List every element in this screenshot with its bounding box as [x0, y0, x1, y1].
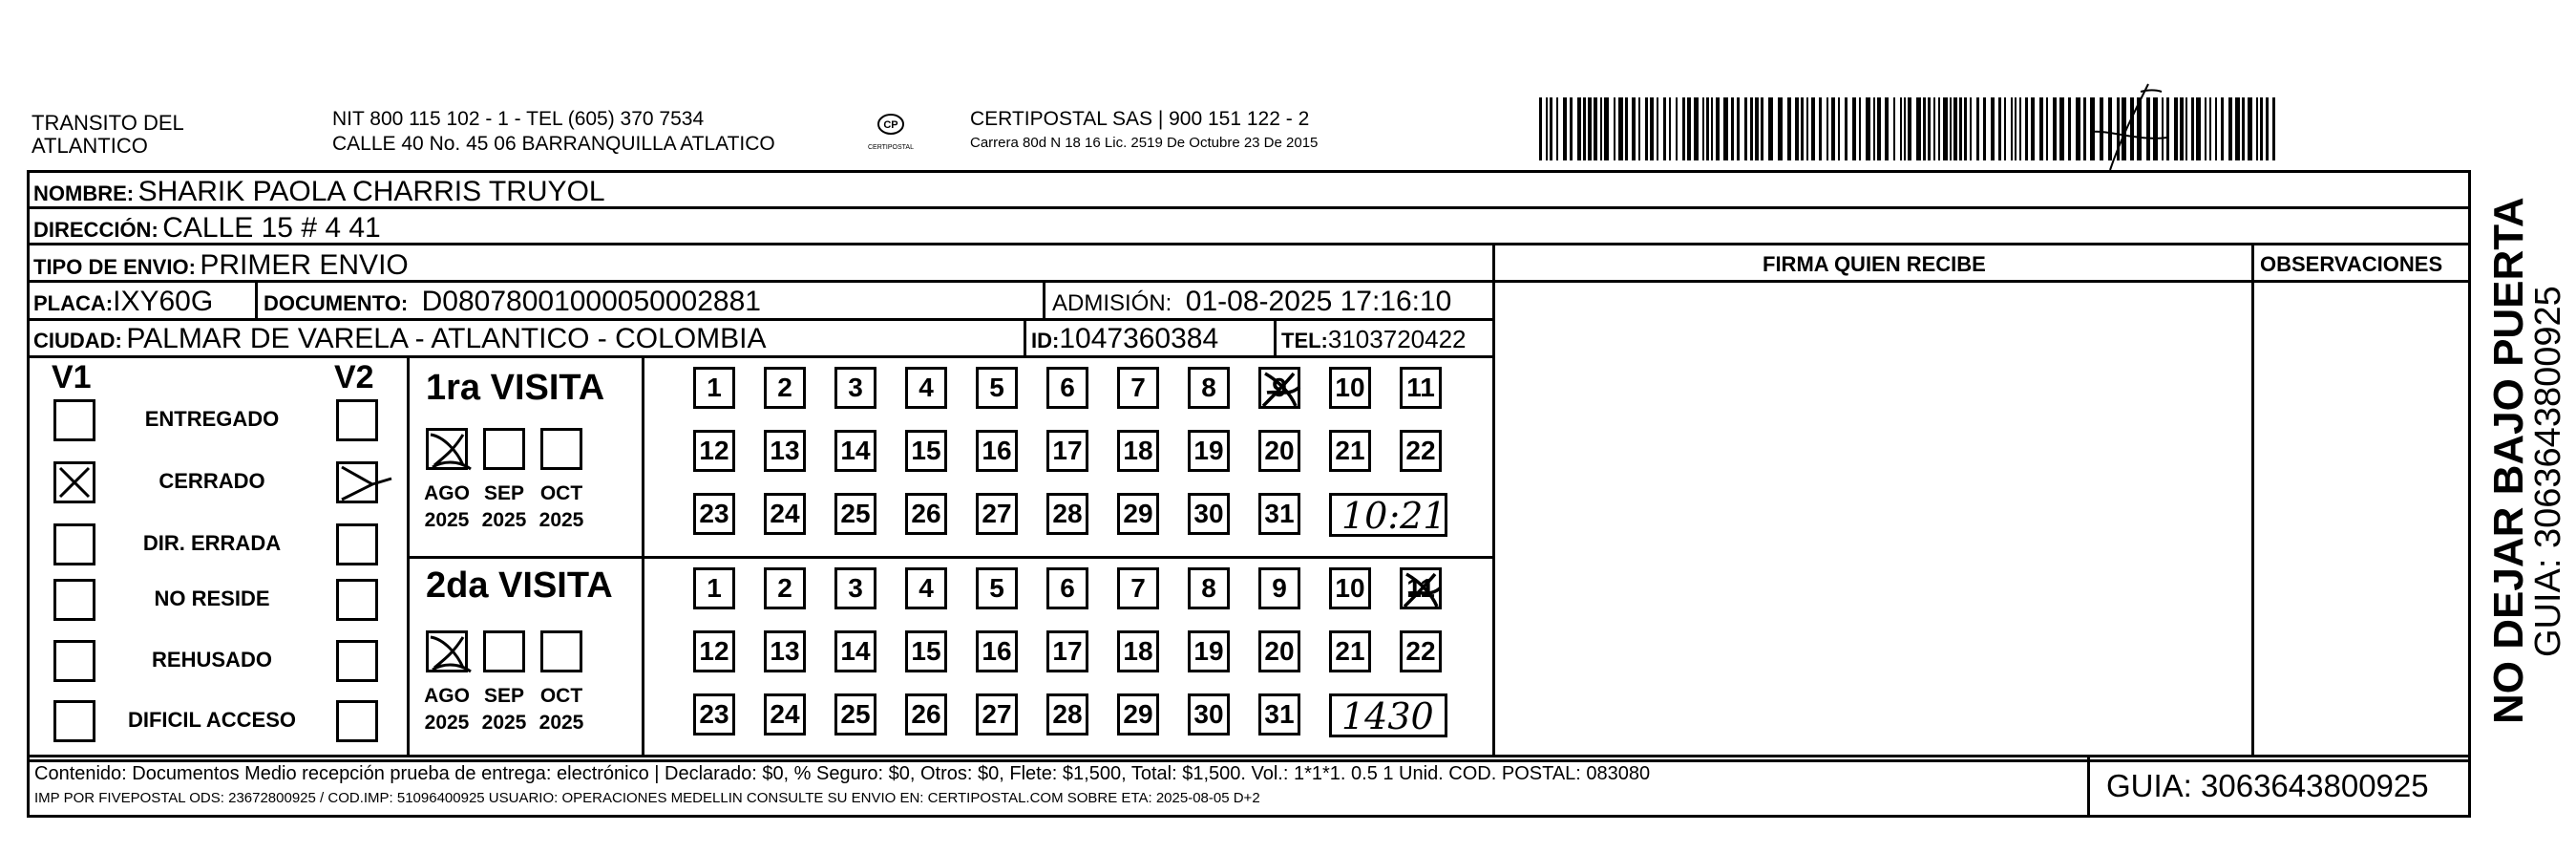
day-box[interactable] [693, 630, 735, 672]
day-box[interactable] [834, 430, 876, 472]
day-box[interactable] [905, 493, 947, 535]
day-number: 5 [989, 573, 1004, 603]
svg-text:CP: CP [883, 119, 898, 131]
day-box[interactable] [1258, 430, 1300, 472]
company-line: CERTIPOSTAL SAS | 900 151 122 - 2 [970, 108, 1310, 130]
day-box[interactable] [1329, 367, 1371, 409]
day-number: 13 [770, 636, 800, 666]
day-number: 6 [1060, 373, 1075, 402]
day-box[interactable] [834, 493, 876, 535]
day-number: 10 [1335, 373, 1365, 402]
tel-value: 3103720422 [1327, 325, 1467, 353]
day-number: 31 [1264, 499, 1295, 528]
day-number: 18 [1123, 436, 1153, 465]
day-box[interactable] [1046, 430, 1088, 472]
day-box[interactable] [976, 430, 1018, 472]
day-number: 18 [1123, 636, 1153, 666]
day-number: 22 [1405, 436, 1436, 465]
month-label: SEP [483, 482, 525, 504]
day-number: 16 [982, 636, 1012, 666]
v1-label: V1 [52, 359, 92, 395]
day-box[interactable] [1400, 567, 1442, 609]
day-number: 27 [982, 699, 1012, 729]
day-number: 26 [911, 499, 941, 528]
tipo-envio-label: TIPO DE ENVIO: [33, 255, 196, 279]
day-box[interactable] [1400, 430, 1442, 472]
year-label: 2025 [538, 509, 584, 531]
documento-value: D08078001000050002881 [421, 286, 761, 317]
ciudad-label: CIUDAD: [33, 329, 122, 352]
day-number: 22 [1405, 636, 1436, 666]
firma-header: FIRMA QUIEN RECIBE [1763, 252, 1986, 276]
day-number: 17 [1052, 636, 1083, 666]
address-line: CALLE 40 No. 45 06 BARRANQUILLA ATLATICO [332, 133, 775, 155]
day-number: 21 [1335, 436, 1365, 465]
day-number: 19 [1193, 436, 1224, 465]
month-checkbox[interactable] [540, 630, 582, 672]
day-box[interactable] [1188, 367, 1230, 409]
day-box[interactable] [693, 367, 735, 409]
day-box[interactable] [976, 693, 1018, 736]
placa-value: IXY60G [113, 286, 214, 317]
nit-line: NIT 800 115 102 - 1 - TEL (605) 370 7534 [332, 108, 705, 130]
day-number: 30 [1193, 699, 1224, 729]
day-box[interactable] [1046, 567, 1088, 609]
observaciones-header: OBSERVACIONES [2260, 252, 2443, 276]
day-mark [1397, 565, 1445, 612]
day-box[interactable] [834, 367, 876, 409]
month-label: AGO [424, 685, 470, 707]
day-number: 1 [707, 373, 722, 402]
day-box[interactable] [1046, 630, 1088, 672]
month-label: OCT [539, 685, 583, 707]
nombre-value: SHARIK PAOLA CHARRIS TRUYOL [137, 176, 605, 207]
day-box[interactable] [834, 567, 876, 609]
v2-label: V2 [334, 359, 374, 395]
v2-checkbox[interactable] [336, 700, 378, 742]
day-number: 29 [1123, 699, 1153, 729]
status-label: DIR. ERRADA [142, 531, 282, 555]
day-number: 31 [1264, 699, 1295, 729]
v2-checkbox[interactable] [336, 523, 378, 565]
day-number: 12 [699, 436, 729, 465]
day-number: 3 [848, 573, 863, 603]
day-box[interactable] [693, 430, 735, 472]
day-box[interactable] [1188, 493, 1230, 535]
contenido-text: Contenido: Documentos Medio recepción prueba de entrega: electrónico | Declarado: $0, % Seguro: $0, Otros: $0, Flete: $1,500, Total: $1,500. Vol.: 1*1*1. 0.5 1 Unid. COD. POSTAL: 083080 [34, 763, 1651, 784]
day-box[interactable] [693, 567, 735, 609]
ciudad-value: PALMAR DE VARELA - ATLANTICO - COLOMBIA [126, 323, 767, 354]
day-number: 11 [1406, 373, 1435, 402]
day-number: 26 [911, 699, 941, 729]
v2-checkbox[interactable] [336, 399, 378, 441]
v2-checkbox[interactable] [336, 640, 378, 682]
day-box[interactable] [1046, 367, 1088, 409]
v2-checkbox[interactable] [336, 579, 378, 621]
day-number: 2 [777, 573, 792, 603]
day-box[interactable] [1400, 367, 1442, 409]
day-number: 27 [982, 499, 1012, 528]
year-label: 2025 [538, 712, 584, 734]
day-number: 19 [1193, 636, 1224, 666]
tipo-envio-value: PRIMER ENVIO [200, 249, 409, 281]
day-number: 5 [989, 373, 1004, 402]
day-number: 20 [1264, 636, 1295, 666]
day-number: 13 [770, 436, 800, 465]
day-box[interactable] [1117, 367, 1159, 409]
day-box[interactable] [1046, 693, 1088, 736]
month-label: SEP [483, 685, 525, 707]
signature-area[interactable] [1495, 280, 2251, 755]
day-box[interactable] [1329, 567, 1371, 609]
day-number: 17 [1052, 436, 1083, 465]
day-number: 14 [840, 436, 871, 465]
month-checkbox[interactable] [483, 428, 525, 470]
day-box[interactable] [976, 367, 1018, 409]
company-sub: Carrera 80d N 18 16 Lic. 2519 De Octubre 23 De 2015 [970, 135, 1319, 151]
no-dejar-text: NO DEJAR BAJO PUERTA [2485, 197, 2532, 724]
day-number: 11 [1406, 573, 1435, 603]
day-box[interactable] [764, 630, 806, 672]
observations-area[interactable] [2254, 280, 2468, 755]
day-box[interactable] [905, 367, 947, 409]
day-box[interactable] [905, 693, 947, 736]
day-box[interactable] [976, 567, 1018, 609]
sender-line1: TRANSITO DEL [32, 111, 184, 135]
day-number: 9 [1272, 573, 1287, 603]
documento-label: DOCUMENTO: [264, 291, 409, 315]
day-number: 6 [1060, 573, 1075, 603]
day-number: 23 [699, 499, 729, 528]
day-box[interactable] [1117, 693, 1159, 736]
day-box[interactable] [1188, 430, 1230, 472]
day-box[interactable] [834, 693, 876, 736]
day-box[interactable] [693, 493, 735, 535]
first-visit-title: 1ra VISITA [426, 368, 605, 408]
day-box[interactable] [1188, 630, 1230, 672]
year-label: 2025 [424, 712, 470, 734]
status-label: ENTREGADO [144, 407, 280, 431]
day-number: 2 [777, 373, 792, 402]
day-number: 29 [1123, 499, 1153, 528]
day-number: 28 [1052, 499, 1083, 528]
time-box[interactable] [1329, 493, 1447, 537]
day-box[interactable] [764, 493, 806, 535]
day-box[interactable] [764, 367, 806, 409]
day-box[interactable] [1117, 493, 1159, 535]
day-box[interactable] [764, 430, 806, 472]
day-box[interactable] [1117, 567, 1159, 609]
day-number: 23 [699, 699, 729, 729]
day-box[interactable] [976, 630, 1018, 672]
day-box[interactable] [1117, 630, 1159, 672]
nombre-label: NOMBRE: [33, 181, 135, 205]
day-box[interactable] [976, 493, 1018, 535]
day-number: 25 [840, 699, 871, 729]
handwritten-time: 10:21 [1341, 495, 1446, 537]
day-number: 24 [770, 699, 800, 729]
day-number: 16 [982, 436, 1012, 465]
day-number: 8 [1201, 373, 1216, 402]
status-label: REHUSADO [152, 648, 272, 672]
direccion-label: DIRECCIÓN: [33, 218, 158, 242]
month-checkbox[interactable] [540, 428, 582, 470]
month-label: AGO [424, 482, 470, 504]
tel-label: TEL: [1281, 329, 1328, 352]
day-number: 14 [840, 636, 871, 666]
day-box[interactable] [1258, 693, 1300, 736]
day-number: 10 [1335, 573, 1365, 603]
signature-scribble [2081, 75, 2196, 180]
direccion-value: CALLE 15 # 4 41 [162, 212, 381, 244]
day-box[interactable] [1258, 630, 1300, 672]
side-text [2469, 170, 2576, 762]
day-box[interactable] [1188, 567, 1230, 609]
admision-label: ADMISIÓN: [1052, 290, 1172, 316]
day-box[interactable] [1046, 493, 1088, 535]
time-box[interactable] [1329, 693, 1447, 737]
guia-side-text: GUIA: 3063643800925 [2528, 286, 2568, 657]
day-number: 8 [1201, 573, 1216, 603]
day-box[interactable] [1258, 367, 1300, 409]
day-number: 7 [1130, 373, 1146, 402]
month-label: OCT [539, 482, 583, 504]
sender-line2: ATLANTICO [32, 134, 148, 158]
svg-text:CERTIPOSTAL: CERTIPOSTAL [868, 144, 914, 151]
admision-value: 01-08-2025 17:16:10 [1185, 286, 1452, 317]
day-number: 25 [840, 499, 871, 528]
day-number: 21 [1335, 636, 1365, 666]
imp-text: IMP POR FIVEPOSTAL ODS: 23672800925 / COD.IMP: 51096400925 USUARIO: OPERACIONES MEDELLIN CONSULTE SU ENVIO EN: CERTIPOSTAL.COM SOBRE ETA: 2025-08-05 D+2 [34, 790, 1260, 806]
day-box[interactable] [764, 693, 806, 736]
day-number: 7 [1130, 573, 1146, 603]
placa-label: PLACA: [33, 291, 114, 315]
v2-checkbox[interactable] [336, 461, 378, 503]
day-number: 30 [1193, 499, 1224, 528]
certipostal-logo [865, 109, 917, 155]
day-box[interactable] [834, 630, 876, 672]
day-box[interactable] [1117, 430, 1159, 472]
day-box[interactable] [764, 567, 806, 609]
day-box[interactable] [905, 630, 947, 672]
year-label: 2025 [424, 509, 470, 531]
day-box[interactable] [1329, 430, 1371, 472]
year-label: 2025 [481, 509, 527, 531]
day-number: 4 [918, 573, 934, 603]
guia-footer: GUIA: 3063643800925 [2106, 768, 2429, 803]
month-checkbox[interactable] [426, 428, 468, 470]
day-box[interactable] [905, 567, 947, 609]
day-box[interactable] [1329, 630, 1371, 672]
second-visit-title: 2da VISITA [426, 565, 613, 606]
status-label: NO RESIDE [154, 586, 270, 610]
day-number: 4 [918, 373, 934, 402]
year-label: 2025 [481, 712, 527, 734]
day-box[interactable] [693, 693, 735, 736]
day-number: 28 [1052, 699, 1083, 729]
day-number: 24 [770, 499, 800, 528]
day-number: 1 [707, 573, 722, 603]
id-label: ID: [1031, 329, 1060, 352]
day-number: 15 [911, 436, 941, 465]
handwritten-time: 1430 [1341, 695, 1434, 737]
month-checkbox[interactable] [483, 630, 525, 672]
status-label: DIFICIL ACCESO [127, 708, 296, 732]
month-checkbox[interactable] [426, 630, 468, 672]
day-box[interactable] [1188, 693, 1230, 736]
day-number: 3 [848, 373, 863, 402]
day-box[interactable] [1258, 493, 1300, 535]
status-label: CERRADO [158, 469, 265, 493]
day-box[interactable] [1258, 567, 1300, 609]
day-number: 20 [1264, 436, 1295, 465]
id-value: 1047360384 [1059, 323, 1219, 354]
day-box[interactable] [905, 430, 947, 472]
day-number: 15 [911, 636, 941, 666]
day-mark [1256, 364, 1303, 412]
day-number: 12 [699, 636, 729, 666]
day-number: 9 [1272, 373, 1287, 402]
day-box[interactable] [1400, 630, 1442, 672]
